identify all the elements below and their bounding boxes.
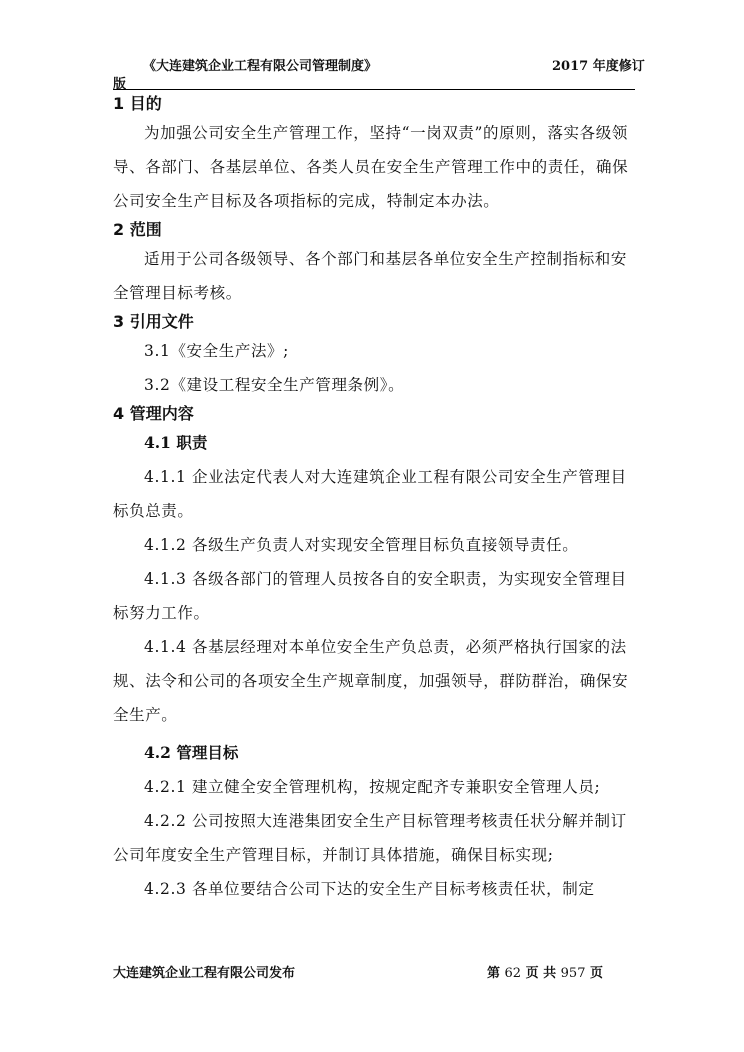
- reference-item-2: 3.2《建设工程安全生产管理条例》。: [144, 376, 405, 394]
- page-total: 957: [560, 966, 586, 981]
- section-1-heading: 1 目的: [113, 94, 162, 113]
- footer-page-count: 第 62 页 共 957 页: [487, 966, 604, 981]
- clause-4-2-3: 4.2.3 各单位要结合公司下达的安全生产目标考核责任状，制定: [144, 880, 595, 898]
- clause-4-1-3: 4.1.3 各级各部门的管理人员按各自的安全职责，为实现安全管理目标努力工作。: [113, 570, 627, 622]
- section-1-paragraph: 为加强公司安全生产管理工作，坚持“一岗双责”的原则，落实各级领导、各部门、各基层单位、各类人员在安全生产管理工作中的责任，确保公司安全生产目标及各项指标的完成，特制定本办法。: [113, 124, 629, 210]
- header-edition-tail: 版: [113, 77, 127, 92]
- header-doc-title: 《大连建筑企业工程有限公司管理制度》: [143, 59, 378, 74]
- clause-4-1-2: 4.1.2 各级生产负责人对实现安全管理目标负直接领导责任。: [144, 536, 579, 554]
- clause-4-2-2: 4.2.2 公司按照大连港集团安全生产目标管理考核责任状分解并制订公司年度安全生产管理目标，并制订具体措施，确保目标实现;: [113, 812, 627, 864]
- section-2-heading: 2 范围: [113, 220, 162, 239]
- page-body: [113, 90, 635, 906]
- clause-4-1-1: 4.1.1 企业法定代表人对大连建筑企业工程有限公司安全生产管理目标负总责。: [113, 468, 627, 520]
- section-2-paragraph: 适用于公司各级领导、各个部门和基层各单位安全生产控制指标和安全管理目标考核。: [113, 250, 628, 302]
- reference-item-1: 3.1《安全生产法》;: [144, 342, 289, 360]
- page-number: 62: [504, 966, 522, 981]
- header-edition: 2017 年度修订: [552, 59, 645, 74]
- clause-4-2-1: 4.2.1 建立健全安全管理机构，按规定配齐专兼职安全管理人员;: [144, 778, 601, 796]
- subsection-4-2-heading: 4.2 管理目标: [144, 743, 239, 762]
- clause-4-1-4: 4.1.4 各基层经理对本单位安全生产负总责，必须严格执行国家的法规、法令和公司的各项安全生产规章制度，加强领导，群防群治，确保安全生产。: [113, 638, 629, 724]
- section-4-heading: 4 管理内容: [113, 404, 194, 423]
- subsection-4-1-heading: 4.1 职责: [144, 433, 208, 452]
- section-3-heading: 3 引用文件: [113, 312, 194, 331]
- footer-publisher: 大连建筑企业工程有限公司发布: [113, 966, 296, 981]
